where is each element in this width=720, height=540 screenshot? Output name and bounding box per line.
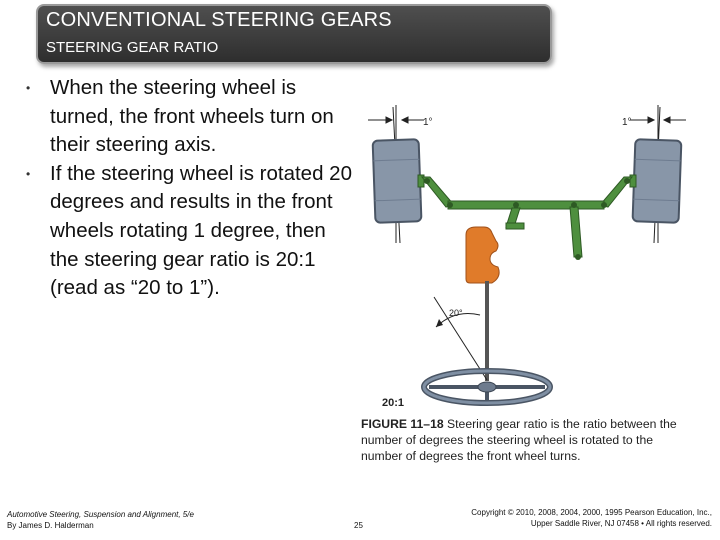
steering-angle-arrowhead bbox=[436, 319, 443, 327]
right-wheel-angle-label: 1° bbox=[622, 117, 632, 128]
footer-book-info bbox=[7, 510, 194, 531]
bullet-list bbox=[26, 74, 356, 303]
bullet-text: When the steering wheel is turned, the front wheels turn on their steering axis. bbox=[50, 76, 334, 157]
bullet-item bbox=[26, 74, 356, 160]
steering-column bbox=[485, 281, 489, 381]
bullet-dot-icon: • bbox=[26, 166, 31, 181]
left-wheel-angle-label: 1° bbox=[423, 117, 433, 128]
page-number: 25 bbox=[354, 521, 363, 530]
footer-author: By James D. Halderman bbox=[7, 520, 94, 530]
steering-ratio-diagram bbox=[360, 95, 700, 410]
figure-number: FIGURE 11–18 bbox=[361, 417, 444, 431]
copyright-line-1: Copyright © 2010, 2008, 2004, 2000, 1995 Pearson Education, Inc., bbox=[471, 508, 712, 517]
footer-book-title: Automotive Steering, Suspension and Alignment, 5/e bbox=[7, 510, 194, 519]
figure-caption bbox=[361, 417, 686, 464]
right-tire bbox=[633, 139, 682, 223]
caption-text: Steering gear ratio is the ratio between the number of degrees the steering wheel is rotated to the number of degrees the front wheel turns. bbox=[361, 417, 677, 463]
steering-linkage bbox=[418, 175, 636, 257]
steering-gearbox bbox=[466, 227, 499, 283]
steering-wheel-angle-label: 20° bbox=[449, 308, 463, 318]
footer-copyright bbox=[471, 507, 712, 529]
linkage-joints bbox=[424, 178, 630, 260]
copyright-line-2: Upper Saddle River, NJ 07458 • All rights reserved. bbox=[530, 519, 712, 528]
bullet-text: If the steering wheel is rotated 20 degrees and results in the front wheels rotating 1 degree, then the steering gear ratio is 20:1 (read as “20 to 1”). bbox=[50, 161, 352, 300]
slide-subtitle: STEERING GEAR RATIO bbox=[46, 39, 219, 56]
left-tire bbox=[373, 139, 422, 223]
gear-ratio-label: 20:1 bbox=[382, 397, 405, 409]
bullet-dot-icon: • bbox=[26, 81, 31, 95]
title-banner bbox=[36, 4, 552, 64]
slide-title: CONVENTIONAL STEERING GEARS bbox=[46, 9, 392, 31]
bullet-item bbox=[26, 160, 356, 303]
